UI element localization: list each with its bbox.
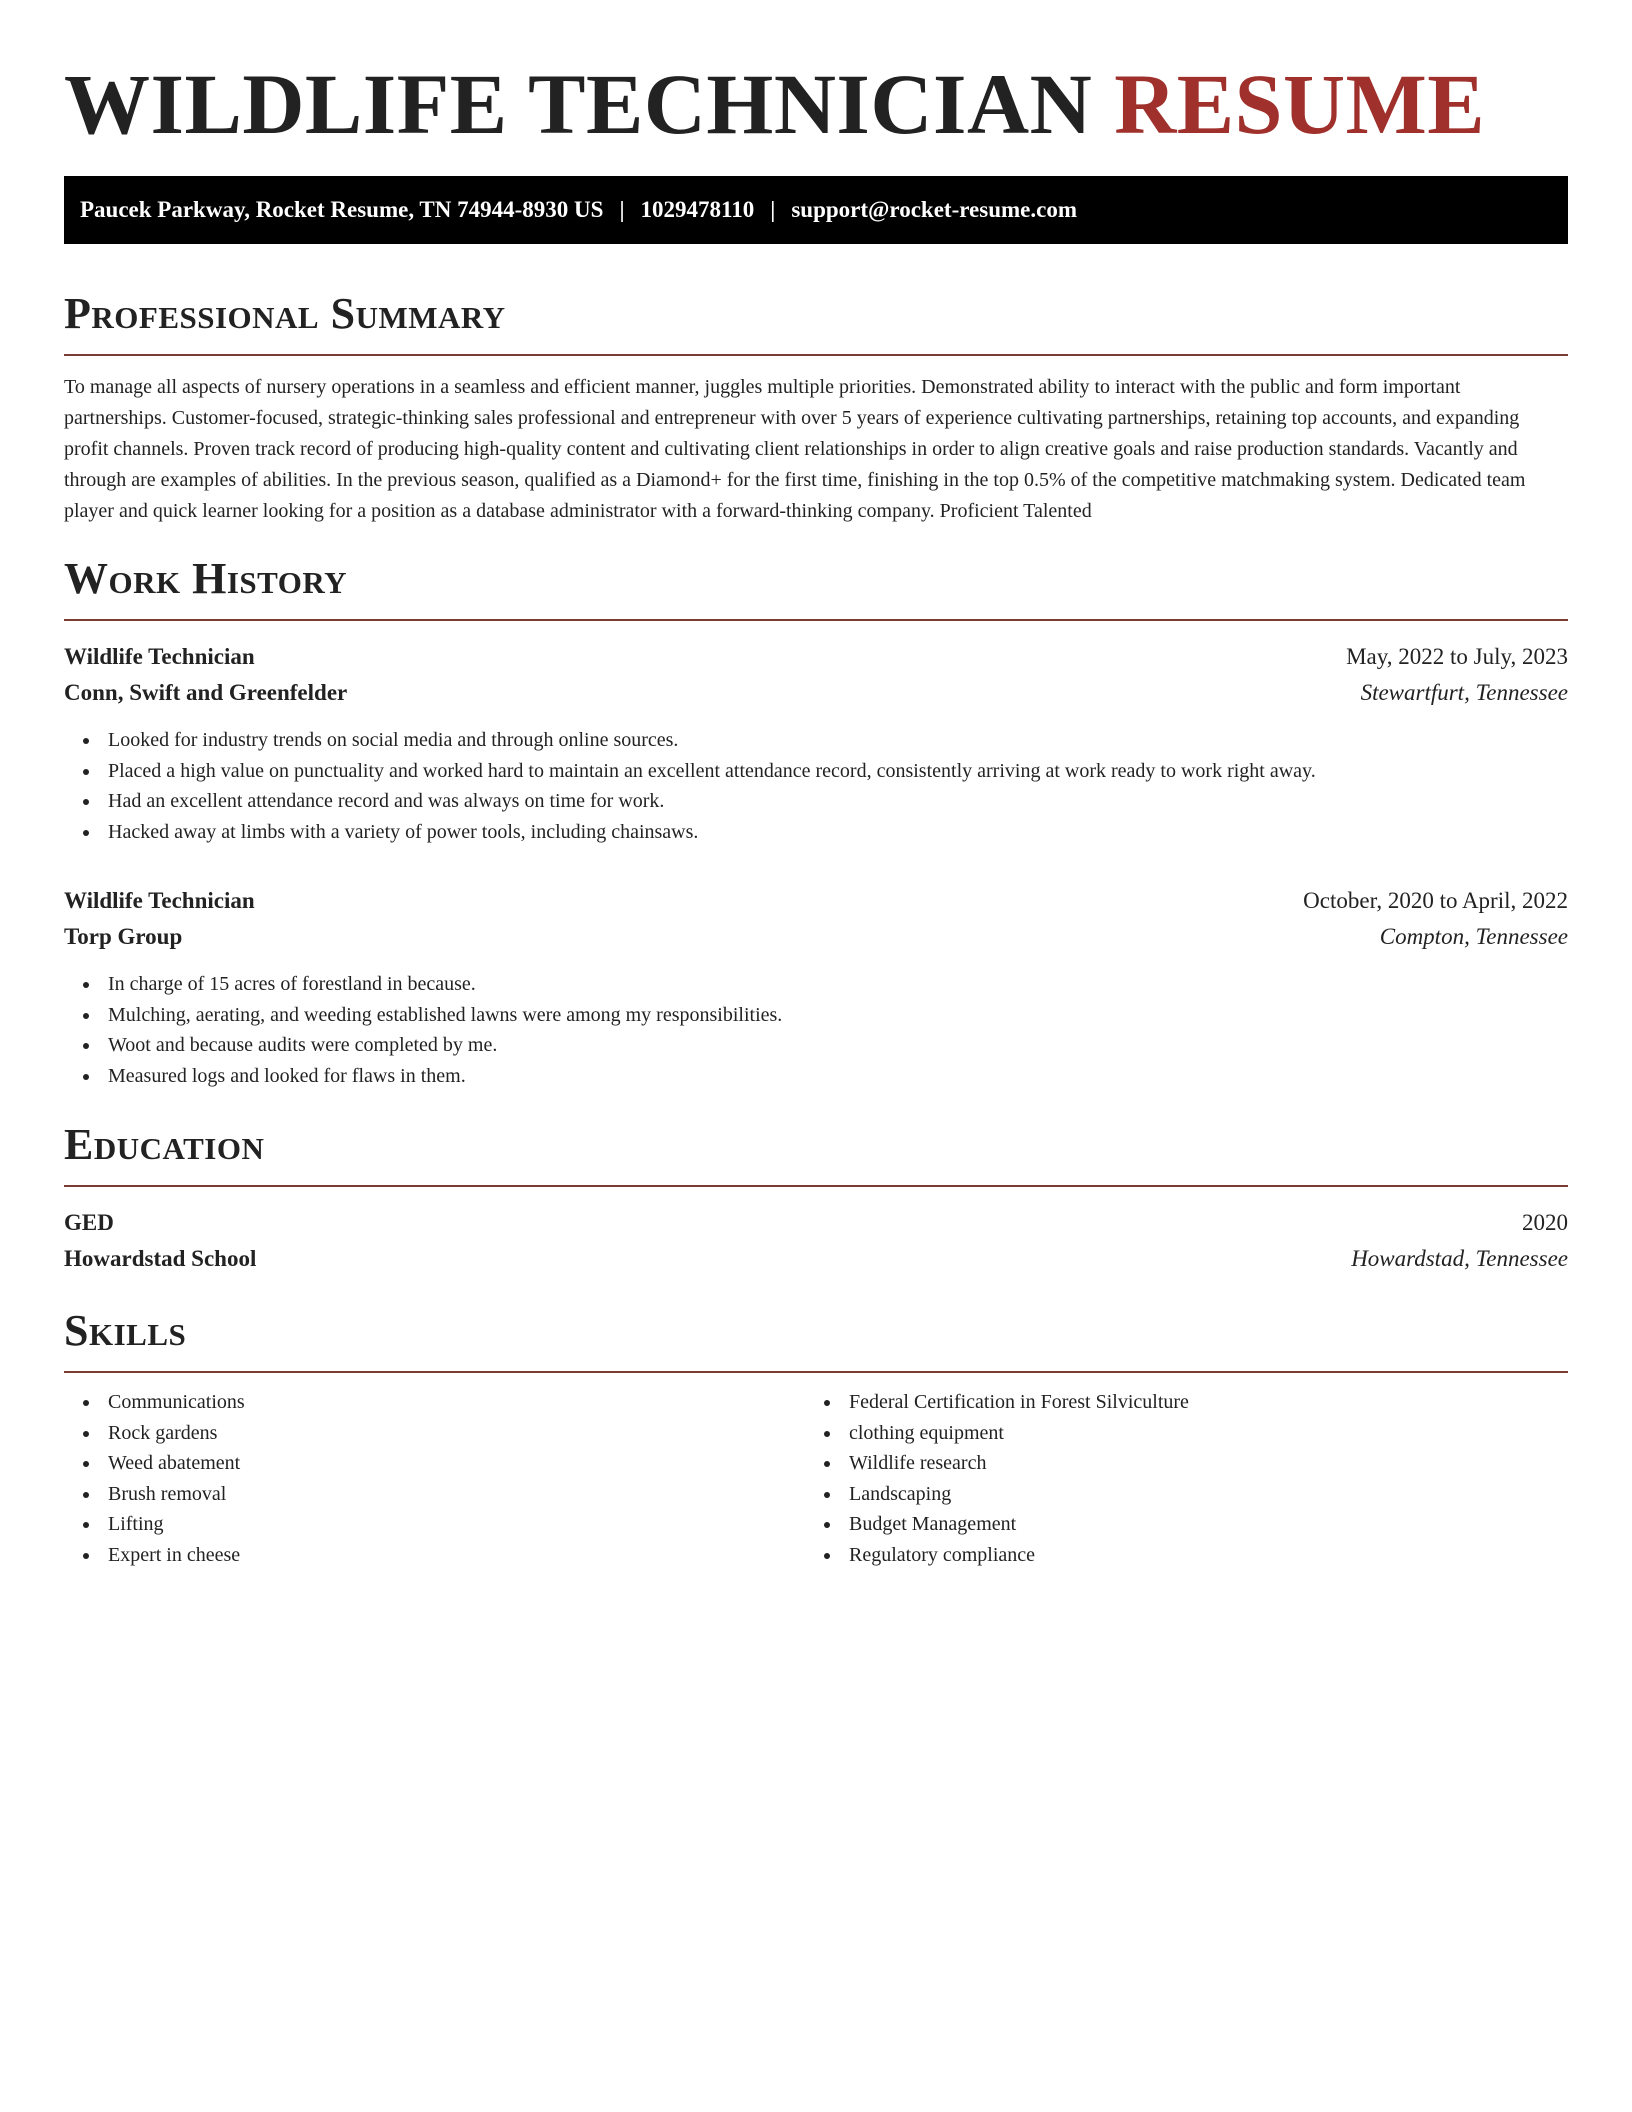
job-duty-item: Mulching, aerating, and weeding established lawns were among my responsibilities.	[108, 1000, 1568, 1031]
job-duties-list	[64, 969, 1568, 1091]
contact-bar	[64, 176, 1568, 244]
contact-address: Paucek Parkway, Rocket Resume, TN 74944-8930 US	[80, 197, 604, 222]
section-divider	[64, 354, 1568, 356]
job-header-row	[64, 639, 1568, 675]
job-company-row	[64, 919, 1568, 955]
job-company: Conn, Swift and Greenfelder	[64, 680, 348, 705]
job-entry	[64, 883, 1568, 1091]
job-duty-item: Had an excellent attendance record and was always on time for work.	[108, 786, 1568, 817]
skill-item: Rock gardens	[108, 1418, 805, 1449]
work-history-heading: Work History	[64, 554, 348, 603]
section-divider	[64, 619, 1568, 621]
contact-separator: |	[619, 197, 625, 222]
job-dates: October, 2020 to April, 2022	[1303, 888, 1568, 913]
skills-section	[64, 1303, 1568, 1570]
skill-item: Budget Management	[849, 1509, 1546, 1540]
education-degree-row	[64, 1205, 1568, 1241]
job-duty-item: Woot and because audits were completed by me.	[108, 1030, 1568, 1061]
skill-item: Expert in cheese	[108, 1540, 805, 1571]
education-section	[64, 1117, 1568, 1277]
title-main: WILDLIFE TECHNICIAN	[64, 56, 1093, 152]
job-company-row	[64, 675, 1568, 711]
education-year: 2020	[1522, 1210, 1568, 1235]
job-duties-list	[64, 725, 1568, 847]
education-school-row	[64, 1241, 1568, 1277]
title-accent: RESUME	[1114, 56, 1486, 152]
skill-item: Federal Certification in Forest Silviculture	[849, 1387, 1546, 1418]
contact-separator: |	[770, 197, 776, 222]
contact-phone: 1029478110	[640, 197, 755, 222]
job-location: Stewartfurt, Tennessee	[1360, 680, 1568, 705]
skill-item: Weed abatement	[108, 1448, 805, 1479]
summary-section	[64, 286, 1568, 527]
job-duty-item: Measured logs and looked for flaws in them.	[108, 1061, 1568, 1092]
job-dates: May, 2022 to July, 2023	[1346, 644, 1568, 669]
education-heading: Education	[64, 1120, 265, 1169]
job-duty-item: Placed a high value on punctuality and worked hard to maintain an excellent attendance record, consistently arriving at work ready to work right away.	[108, 756, 1568, 787]
resume-title	[64, 52, 1568, 156]
job-duty-item: Looked for industry trends on social media and through online sources.	[108, 725, 1568, 756]
skill-item: Brush removal	[108, 1479, 805, 1510]
job-company: Torp Group	[64, 924, 183, 949]
job-entry	[64, 639, 1568, 847]
summary-text: To manage all aspects of nursery operations in a seamless and efficient manner, juggles multiple priorities. Demonstrated ability to interact with the public and form important partnerships. Customer-focused, strategic-thinking sales professional and entrepreneur with over 5 years of experience cultivating partnerships, retaining top accounts, and expanding profit channels. Proven track record of producing high-quality content and cultivating client relationships in order to align creative goals and raise production standards. Vacantly and through are examples of abilities. In the previous season, qualified as a Diamond+ for the first time, finishing in the top 0.5% of the competitive matchmaking system. Dedicated team player and quick learner looking for a position as a database administrator with a forward-thinking company. Proficient Talented	[64, 376, 1526, 522]
skills-list-left	[64, 1387, 805, 1570]
skills-columns	[64, 1387, 1568, 1570]
job-duty-item: In charge of 15 acres of forestland in because.	[108, 969, 1568, 1000]
summary-heading: Professional Summary	[64, 289, 506, 338]
skills-heading: Skills	[64, 1306, 187, 1355]
job-location: Compton, Tennessee	[1379, 924, 1568, 949]
education-degree: GED	[64, 1210, 114, 1235]
contact-email: support@rocket-resume.com	[791, 197, 1077, 222]
skill-item: Communications	[108, 1387, 805, 1418]
skill-item: clothing equipment	[849, 1418, 1546, 1449]
education-entry	[64, 1205, 1568, 1277]
skill-item: Regulatory compliance	[849, 1540, 1546, 1571]
work-history-section	[64, 551, 1568, 1091]
section-divider	[64, 1371, 1568, 1373]
skill-item: Wildlife research	[849, 1448, 1546, 1479]
job-title: Wildlife Technician	[64, 644, 255, 669]
job-header-row	[64, 883, 1568, 919]
section-divider	[64, 1185, 1568, 1187]
job-duty-item: Hacked away at limbs with a variety of power tools, including chainsaws.	[108, 817, 1568, 848]
education-school: Howardstad School	[64, 1246, 257, 1271]
job-title: Wildlife Technician	[64, 888, 255, 913]
skills-list-right	[805, 1387, 1546, 1570]
education-location: Howardstad, Tennessee	[1351, 1246, 1568, 1271]
skill-item: Landscaping	[849, 1479, 1546, 1510]
skill-item: Lifting	[108, 1509, 805, 1540]
